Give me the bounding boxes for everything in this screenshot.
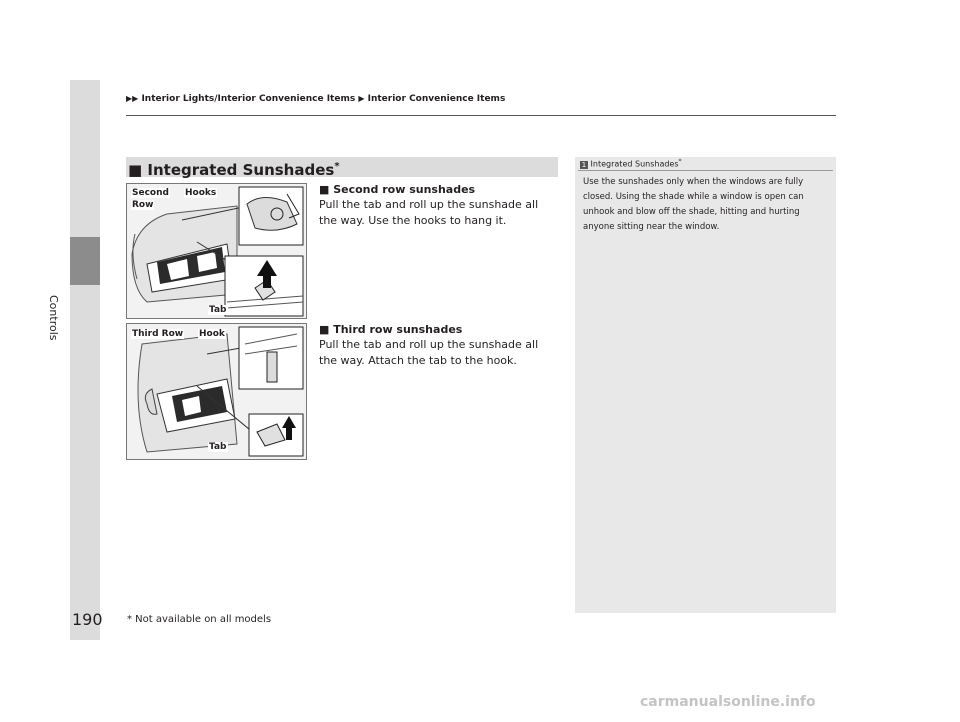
breadcrumb-part-2[interactable]: Interior Convenience Items (367, 94, 506, 104)
note-heading (580, 158, 682, 169)
second-row-text: Pull the tab and roll up the sunshade all the way. Use the hooks to hang it. (319, 198, 539, 227)
third-row-illustration (126, 323, 307, 460)
side-tab (70, 80, 100, 640)
second-row-heading: ■ Second row sunshades (319, 183, 476, 196)
figure2-tab-label: Tab (209, 442, 227, 452)
breadcrumb (126, 94, 505, 104)
figure1-hooks-label: Hooks (185, 188, 217, 198)
header-rule (126, 115, 836, 116)
breadcrumb-part-1[interactable]: Interior Lights/Interior Convenience Items (141, 94, 356, 104)
figure2-hook-label: Hook (199, 329, 225, 339)
section-title (128, 157, 340, 180)
note-rule (578, 170, 833, 171)
watermark: carmanualsonline.info (640, 694, 816, 710)
page-number: 190 (72, 610, 103, 629)
note-icon: 1 (581, 160, 587, 169)
section-title-text: Integrated Sunshades (147, 161, 335, 179)
side-tab-marker (70, 237, 100, 285)
note-text: Use the sunshades only when the windows are fully closed. Using the shade while a window is open can unhook and blow off the shade, hitting and hurting anyone sitting near the window. (583, 177, 804, 232)
third-row-text: Pull the tab and roll up the sunshade all the way. Attach the tab to the hook. (319, 338, 539, 367)
figure2-row-label: Third Row (132, 329, 184, 339)
side-label: Controls (47, 295, 60, 341)
figure1-tab-label: Tab (209, 305, 227, 315)
breadcrumb-arrow-icon: ▶▶ (126, 94, 139, 103)
figure1-row-label-line2: Row (132, 200, 154, 210)
breadcrumb-arrow-icon: ▶ (358, 94, 365, 103)
note-asterisk: * (678, 158, 682, 165)
footnote: * Not available on all models (127, 614, 272, 625)
section-bullet: ■ (128, 161, 143, 179)
note-title: Integrated Sunshades (590, 159, 679, 169)
third-row-drawing (127, 324, 306, 459)
figure1-row-label-line1: Second (132, 188, 169, 198)
section-asterisk: * (334, 161, 340, 172)
third-row-heading: ■ Third row sunshades (319, 323, 463, 336)
